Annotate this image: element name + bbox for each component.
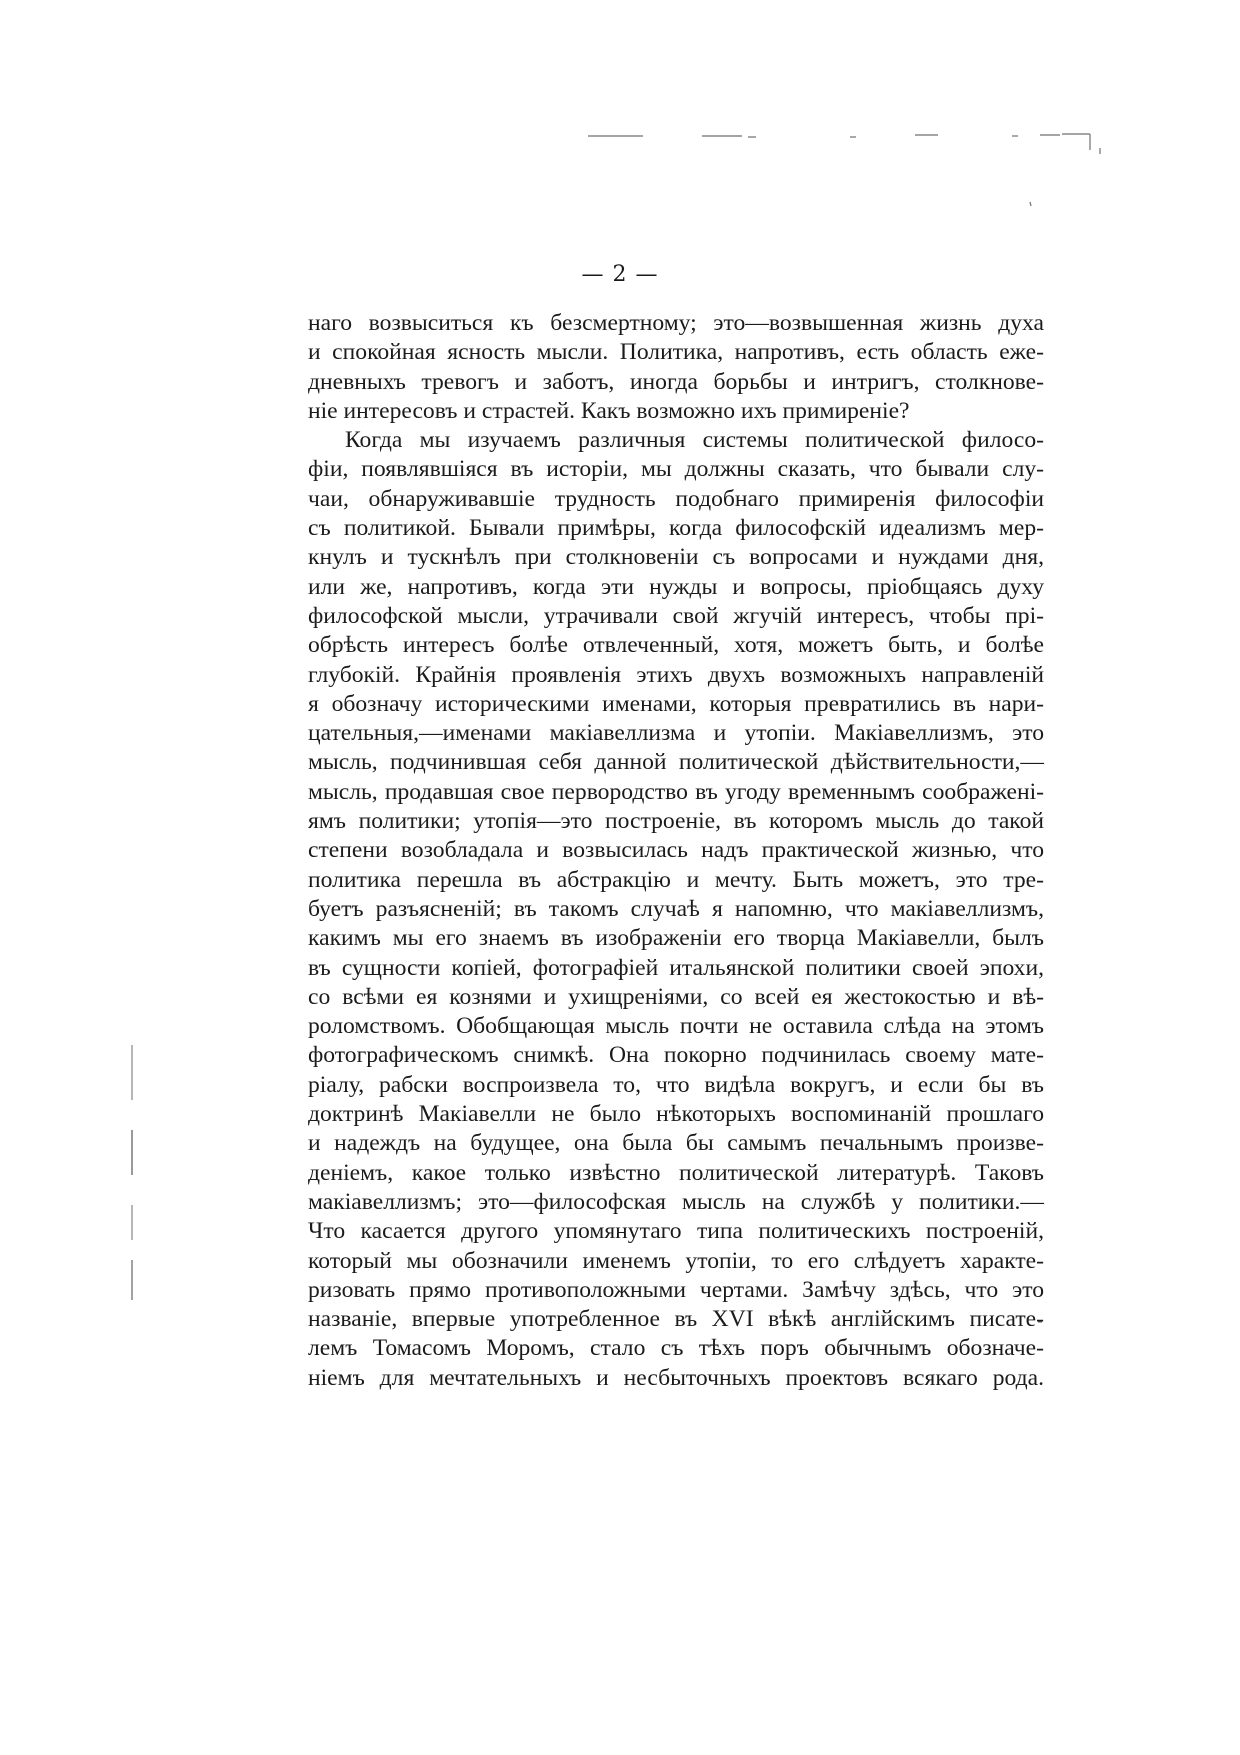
text-line: Что касается другого упомянутаго типа политическихъ построенiй, [308, 1218, 1044, 1245]
text-line: нiе интересовъ и страстей. Какъ возможно ихъ примиренiе? [308, 397, 910, 424]
text-line: я обозначу историческими именами, которыя превратились въ нари- [308, 690, 1044, 717]
text-line: мысль, подчинившая себя данной политической дѣйствительности,— [308, 749, 1044, 776]
text-line: который мы обозначили именемъ утопiи, то его слѣдуетъ характе- [308, 1247, 1044, 1274]
text-line: мысль, продавшая свое первородство въ угоду временнымъ соображенi- [308, 778, 1044, 805]
body-text [308, 309, 1044, 1393]
text-line: и спокойная ясность мысли. Политика, напротивъ, есть область еже- [308, 339, 1044, 366]
text-line: ризовать прямо противоположными чертами. Замѣчу здѣсь, что это [308, 1276, 1044, 1303]
text-line: со всѣми ея кознями и ухищренiями, со всей ея жестокостью и вѣ- [308, 983, 1044, 1010]
text-line: чаи, обнаруживавшiе трудность подобнаго примиренiя философiи [308, 485, 1044, 512]
text-line: глубокiй. Крайнiя проявленiя этихъ двухъ возможныхъ направленiй [308, 661, 1044, 688]
paragraph-start-line: Когда мы изучаемъ различныя системы политической филосо- [345, 427, 1044, 454]
text-line: нiемъ для мечтательныхъ и несбыточныхъ проектовъ всякаго рода. [308, 1364, 1044, 1391]
text-line: ямъ политики; утопiя—это построенiе, въ которомъ мысль до такой [308, 808, 1044, 835]
text-line: политика перешла въ абстракцiю и мечту. Быть можетъ, это тре- [308, 866, 1044, 893]
text-line: денiемъ, какое только извѣстно политической литературѣ. Таковъ [308, 1159, 1044, 1186]
text-line: обрѣсть интересъ болѣе отвлеченный, хотя, можетъ быть, и болѣе [308, 632, 1044, 659]
text-line: макiавеллизмъ; это—философская мысль на службѣ у политики.— [308, 1188, 1044, 1215]
text-line: названiе, впервые употребленное въ XVI вѣкѣ англiйскимъ писате- [308, 1306, 1044, 1333]
text-line: буетъ разъясненiй; въ такомъ случаѣ я напомню, что макiавеллизмъ, [308, 895, 1044, 922]
text-line: какимъ мы его знаемъ въ изображенiи его творца Макiавелли, былъ [308, 925, 1044, 952]
text-line: фiи, появлявшiяся въ исторiи, мы должны сказать, что бывали слу- [308, 456, 1044, 483]
text-line: степени возобладала и возвысилась надъ практической жизнью, что [308, 837, 1044, 864]
text-line: философской мысли, утрачивали свой жгучiй интересъ, чтобы прi- [308, 602, 1044, 629]
text-line: лемъ Томасомъ Моромъ, стало съ тѣхъ поръ обычнымъ обозначе- [308, 1335, 1044, 1362]
scan-artifact-speck [1030, 202, 1031, 206]
text-line: роломствомъ. Обобщающая мысль почти не оставила слѣда на этомъ [308, 1013, 1044, 1040]
text-line: или же, напротивъ, когда эти нужды и вопросы, прiобщаясь духу [308, 573, 1044, 600]
text-line: и надеждъ на будущее, она была бы самымъ печальнымъ произве- [308, 1130, 1044, 1157]
text-line: наго возвыситься къ безсмертному; это—возвышенная жизнь духа [308, 310, 1044, 336]
text-line: съ политикой. Бывали примѣры, когда философскiй идеализмъ мер- [308, 515, 1044, 542]
text-line: доктринѣ Макiавелли не было нѣкоторыхъ воспоминанiй прошлаго [308, 1101, 1044, 1128]
text-line: рiалу, рабски воспроизвела то, что видѣла вокругъ, и если бы въ [308, 1071, 1044, 1098]
text-line: въ сущности копiей, фотографiей итальянской политики своей эпохи, [308, 954, 1044, 981]
page-number: — 2 — [581, 262, 659, 287]
text-line: кнулъ и тускнѣлъ при столкновенiи съ вопросами и нуждами дня, [308, 544, 1044, 571]
text-line: дневныхъ тревогъ и заботъ, иногда борьбы и интригъ, столкнове- [308, 368, 1044, 395]
text-line: фотографическомъ снимкѣ. Она покорно подчинилась своему мате- [308, 1042, 1044, 1069]
text-line: цательныя,—именами макiавеллизма и утопiи. Макiавеллизмъ, это [308, 720, 1044, 747]
